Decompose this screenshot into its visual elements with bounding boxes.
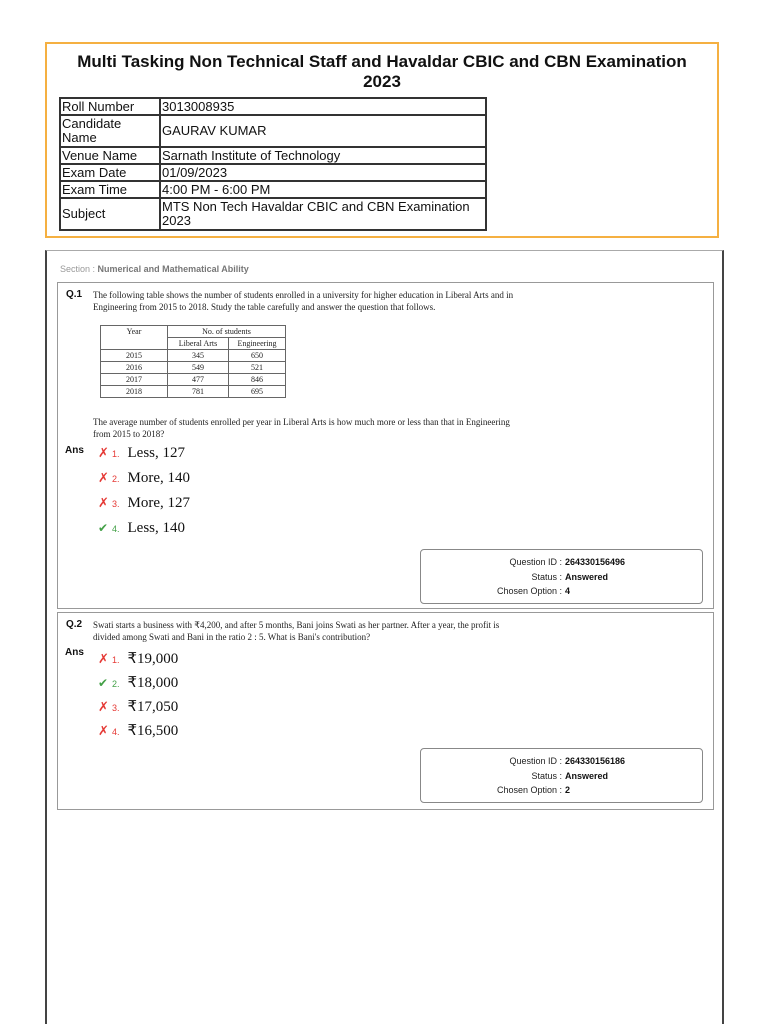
option-number: 2.	[112, 679, 120, 689]
question-meta-box	[420, 549, 703, 604]
option-number: 2.	[112, 474, 120, 484]
option-text: Less, 127	[127, 445, 186, 461]
option-1	[98, 445, 185, 462]
table-cell: 846	[229, 374, 286, 386]
table-cell: 2016	[101, 362, 168, 374]
option-number: 1.	[112, 655, 120, 665]
info-label: Subject	[60, 198, 160, 230]
table-row	[101, 362, 286, 374]
table-row	[101, 350, 286, 362]
info-row	[60, 98, 486, 115]
check-icon: ✔	[98, 521, 109, 535]
option-3	[98, 697, 178, 716]
option-text: ₹16,500	[127, 723, 179, 739]
candidate-info-box	[45, 42, 719, 238]
exam-title: Multi Tasking Non Technical Staff and Havaldar CBIC and CBN Examination 2023	[77, 52, 687, 91]
option-text: ₹18,000	[127, 675, 179, 691]
meta-label: Chosen Option :	[496, 785, 562, 795]
answer-label: Ans	[65, 647, 84, 658]
option-number: 3.	[112, 703, 120, 713]
question-id: 264330156496	[565, 557, 626, 567]
option-number: 1.	[112, 449, 120, 459]
table-cell: 549	[168, 362, 229, 374]
table-header-col: Liberal Arts	[168, 338, 229, 350]
question-card	[57, 282, 714, 609]
table-cell: 650	[229, 350, 286, 362]
meta-label: Status :	[531, 571, 562, 582]
info-label: Candidate Name	[60, 115, 160, 147]
section-name: Numerical and Mathematical Ability	[97, 264, 249, 274]
table-cell: 2018	[101, 386, 168, 398]
info-value: MTS Non Tech Havaldar CBIC and CBN Examination 2023	[160, 198, 486, 230]
info-value: 01/09/2023	[160, 164, 486, 181]
info-row	[60, 164, 486, 181]
cross-icon: ✗	[98, 651, 109, 666]
option-1	[98, 649, 178, 668]
meta-label: Status :	[531, 770, 562, 781]
table-cell: 345	[168, 350, 229, 362]
meta-row-qid	[421, 555, 702, 570]
table-header-col: Engineering	[229, 338, 286, 350]
option-number: 3.	[112, 499, 120, 509]
chosen-option: 2	[565, 785, 571, 795]
option-text: Less, 140	[127, 520, 186, 536]
question-card	[57, 612, 714, 810]
section-prefix: Section :	[60, 264, 96, 274]
info-value: 3013008935	[160, 98, 486, 115]
table-row	[101, 386, 286, 398]
meta-row-chosen	[421, 584, 702, 599]
table-row	[101, 374, 286, 386]
option-text: More, 140	[127, 470, 191, 486]
option-number: 4.	[112, 524, 120, 534]
question-data-table	[100, 325, 286, 398]
question-text: The following table shows the number of students enrolled in a university for higher education in Liberal Arts and in Engineering from 2015 to 2018. Study the table carefully and answer the question that follows.	[93, 290, 514, 312]
option-number: 4.	[112, 727, 120, 737]
table-cell: 477	[168, 374, 229, 386]
option-text: ₹17,050	[127, 699, 179, 715]
option-4	[98, 721, 178, 740]
info-label: Exam Date	[60, 164, 160, 181]
question-meta-box	[420, 748, 703, 803]
info-row	[60, 147, 486, 164]
cross-icon: ✗	[98, 495, 109, 510]
info-row	[60, 198, 486, 230]
table-row	[101, 326, 286, 338]
question-text: The average number of students enrolled per year in Liberal Arts is how much more or less than that in Engineering from 2015 to 2018?	[93, 417, 510, 439]
cross-icon: ✗	[98, 699, 109, 714]
option-text: More, 127	[127, 495, 191, 511]
meta-label: Question ID :	[509, 557, 562, 567]
question-text: Swati starts a business with ₹4,200, and after 5 months, Bani joins Swati as her partner. After a year, the profit is divided among Swati and Bani in the ratio 2 : 5. What is Bani's contribution?	[93, 620, 500, 642]
info-value: GAURAV KUMAR	[160, 115, 486, 147]
info-label: Venue Name	[60, 147, 160, 164]
check-icon: ✔	[98, 676, 109, 690]
info-row	[60, 115, 486, 147]
cross-icon: ✗	[98, 470, 109, 485]
chosen-option: 4	[565, 586, 571, 596]
meta-label: Chosen Option :	[496, 586, 562, 596]
meta-row-chosen	[421, 783, 702, 798]
table-header-year: Year	[101, 326, 168, 350]
meta-row-status	[421, 769, 702, 784]
info-label: Exam Time	[60, 181, 160, 198]
info-value: 4:00 PM - 6:00 PM	[160, 181, 486, 198]
question-status: Answered	[565, 770, 609, 781]
info-value: Sarnath Institute of Technology	[160, 147, 486, 164]
option-2	[98, 673, 178, 692]
question-number: Q.2	[66, 619, 83, 630]
table-cell: 781	[168, 386, 229, 398]
meta-row-qid	[421, 754, 702, 769]
section-title	[60, 264, 249, 274]
question-number: Q.1	[66, 289, 83, 300]
answer-label: Ans	[65, 445, 84, 456]
table-header-group: No. of students	[168, 326, 286, 338]
option-2	[98, 470, 190, 487]
table-cell: 2015	[101, 350, 168, 362]
table-cell: 695	[229, 386, 286, 398]
meta-row-status	[421, 570, 702, 585]
info-label: Roll Number	[60, 98, 160, 115]
cross-icon: ✗	[98, 445, 109, 460]
info-row	[60, 181, 486, 198]
option-text: ₹19,000	[127, 651, 179, 667]
question-status: Answered	[565, 571, 609, 582]
table-cell: 521	[229, 362, 286, 374]
table-cell: 2017	[101, 374, 168, 386]
cross-icon: ✗	[98, 723, 109, 738]
question-id: 264330156186	[565, 756, 626, 766]
option-3	[98, 495, 190, 512]
candidate-info-table	[59, 97, 487, 231]
option-4	[98, 520, 185, 537]
meta-label: Question ID :	[509, 756, 562, 766]
